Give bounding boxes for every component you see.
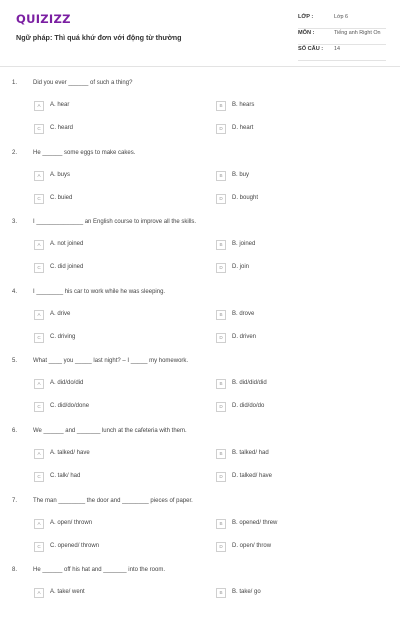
- option-letter-box[interactable]: A: [34, 519, 44, 529]
- question-block: [0, 567, 400, 637]
- question-block: [0, 289, 400, 359]
- option-letter-box[interactable]: A: [34, 310, 44, 320]
- question-text: I ________ his car to work while he was sleeping.: [33, 289, 166, 295]
- question-text: What ____ you _____ last night? – I _____ my homework.: [33, 358, 189, 364]
- option-letter-box[interactable]: C: [34, 472, 44, 482]
- meta-grade-key: LỚP :: [298, 14, 314, 20]
- option-label: D. driven: [232, 334, 257, 340]
- option-label: D. heart: [232, 125, 254, 131]
- question-number: 2.: [12, 150, 18, 156]
- option-label: B. did/did/did: [232, 380, 267, 386]
- option-label: C. heard: [50, 125, 74, 131]
- option-letter-box[interactable]: C: [34, 402, 44, 412]
- quizizz-logo: QUIZIZZ: [16, 12, 71, 26]
- question-text: The man ________ the door and ________ pieces of paper.: [33, 498, 193, 504]
- question-block: [0, 358, 400, 428]
- option-letter-box[interactable]: B: [216, 310, 226, 320]
- option-label: D. bought: [232, 195, 259, 201]
- option-letter-box[interactable]: B: [216, 519, 226, 529]
- option-label: D. open/ throw: [232, 543, 272, 549]
- option-label: A. buys: [50, 172, 71, 178]
- option-letter-box[interactable]: B: [216, 171, 226, 181]
- option-label: A. hear: [50, 102, 70, 108]
- option-letter-box[interactable]: D: [216, 194, 226, 204]
- question-text: He ______ some eggs to make cakes.: [33, 150, 136, 156]
- option-label: C. opened/ thrown: [50, 543, 100, 549]
- option-letter-box[interactable]: C: [34, 263, 44, 273]
- question-block: [0, 80, 400, 150]
- option-label: C. did joined: [50, 264, 84, 270]
- option-letter-box[interactable]: B: [216, 101, 226, 111]
- option-label: D. join: [232, 264, 250, 270]
- option-letter-box[interactable]: B: [216, 240, 226, 250]
- option-letter-box[interactable]: A: [34, 379, 44, 389]
- option-letter-box[interactable]: D: [216, 402, 226, 412]
- meta-grade-value: Lớp 6: [334, 14, 349, 20]
- option-label: C. buied: [50, 195, 73, 201]
- option-label: D. did/do/do: [232, 403, 265, 409]
- question-number: 7.: [12, 498, 18, 504]
- meta-subject-value: Tiếng anh Right On: [334, 30, 381, 36]
- worksheet-title: Ngữ pháp: Thì quá khứ đơn với động từ thường: [16, 33, 182, 42]
- option-letter-box[interactable]: A: [34, 449, 44, 459]
- question-text: I ______________ an English course to improve all the skills.: [33, 219, 197, 225]
- question-text: He ______ off his hat and _______ into the room.: [33, 567, 165, 573]
- option-letter-box[interactable]: D: [216, 124, 226, 134]
- option-letter-box[interactable]: B: [216, 449, 226, 459]
- option-letter-box[interactable]: A: [34, 101, 44, 111]
- option-label: C. did/do/done: [50, 403, 90, 409]
- question-number: 4.: [12, 289, 18, 295]
- option-letter-box[interactable]: D: [216, 542, 226, 552]
- option-label: A. not joined: [50, 241, 84, 247]
- option-letter-box[interactable]: C: [34, 194, 44, 204]
- option-label: A. drive: [50, 311, 71, 317]
- question-number: 6.: [12, 428, 18, 434]
- option-label: B. joined: [232, 241, 256, 247]
- question-text: Did you ever ______ of such a thing?: [33, 80, 133, 86]
- question-number: 1.: [12, 80, 18, 86]
- question-text: We ______ and _______ lunch at the cafeteria with them.: [33, 428, 187, 434]
- option-label: C. driving: [50, 334, 76, 340]
- question-number: 5.: [12, 358, 18, 364]
- meta-count-key: SỐ CÂU :: [298, 46, 324, 52]
- option-letter-box[interactable]: C: [34, 333, 44, 343]
- option-label: B. opened/ threw: [232, 520, 278, 526]
- option-label: D. talked/ have: [232, 473, 273, 479]
- option-letter-box[interactable]: B: [216, 588, 226, 598]
- option-label: B. talked/ had: [232, 450, 269, 456]
- option-letter-box[interactable]: A: [34, 588, 44, 598]
- option-label: A. did/do/did: [50, 380, 84, 386]
- option-label: B. drove: [232, 311, 255, 317]
- meta-subject-key: MÔN :: [298, 30, 315, 36]
- option-label: C. talk/ had: [50, 473, 81, 479]
- question-number: 8.: [12, 567, 18, 573]
- option-label: A. talked/ have: [50, 450, 90, 456]
- option-label: A. take/ went: [50, 589, 85, 595]
- option-letter-box[interactable]: A: [34, 171, 44, 181]
- option-letter-box[interactable]: C: [34, 542, 44, 552]
- option-label: B. buy: [232, 172, 250, 178]
- question-number: 3.: [12, 219, 18, 225]
- option-letter-box[interactable]: C: [34, 124, 44, 134]
- question-block: [0, 428, 400, 498]
- option-letter-box[interactable]: D: [216, 333, 226, 343]
- option-label: A. open/ thrown: [50, 520, 93, 526]
- meta-count-value: 14: [334, 46, 340, 52]
- option-label: B. take/ go: [232, 589, 261, 595]
- question-block: [0, 150, 400, 220]
- option-letter-box[interactable]: B: [216, 379, 226, 389]
- question-block: [0, 498, 400, 568]
- option-label: B. hears: [232, 102, 255, 108]
- option-letter-box[interactable]: D: [216, 263, 226, 273]
- question-block: [0, 219, 400, 289]
- option-letter-box[interactable]: D: [216, 472, 226, 482]
- option-letter-box[interactable]: A: [34, 240, 44, 250]
